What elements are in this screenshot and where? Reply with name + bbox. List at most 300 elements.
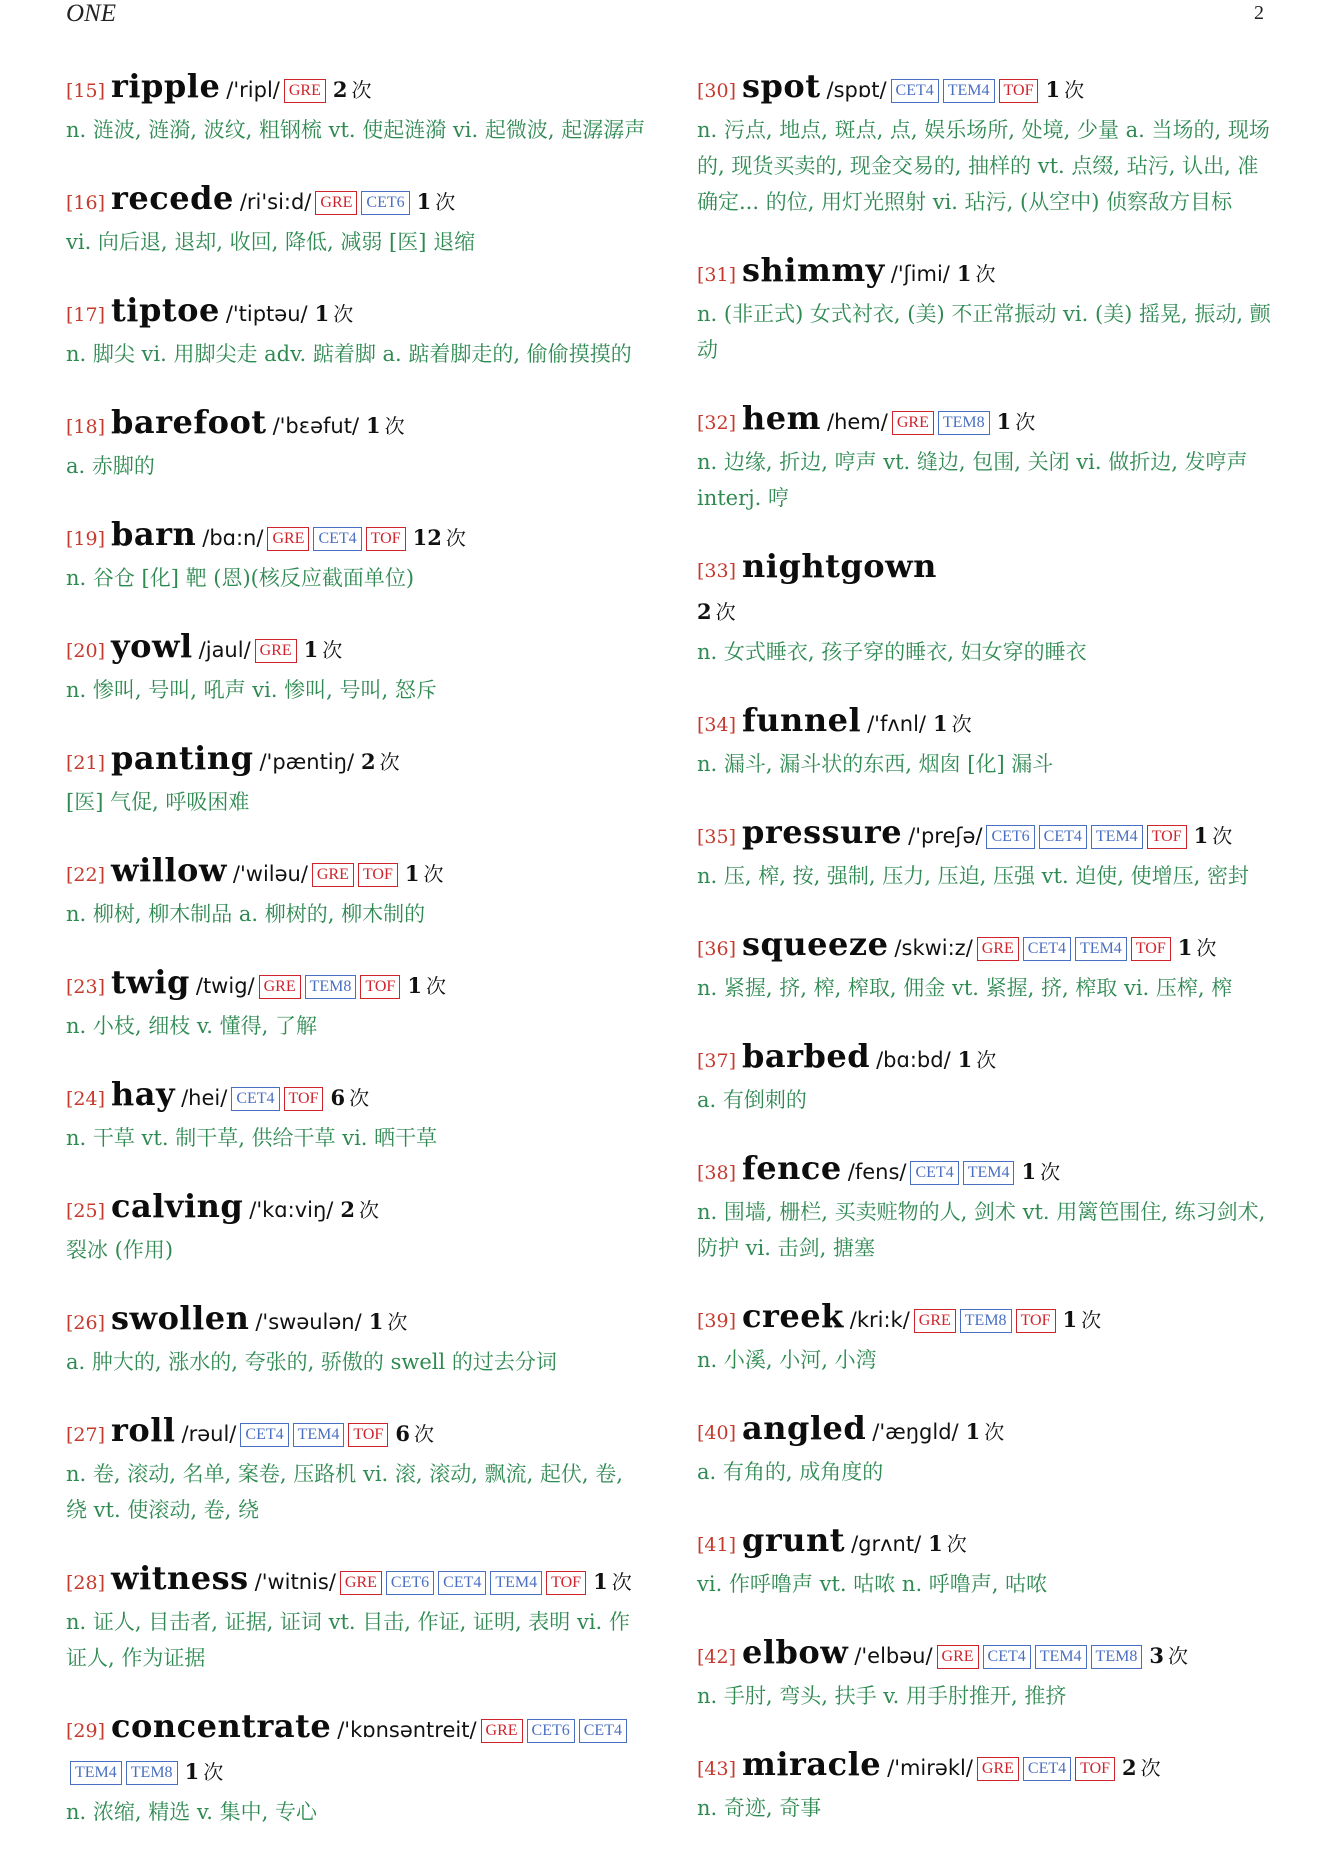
entry-index: [19] [66, 528, 106, 550]
pronunciation: /bɑ:n/ [202, 526, 264, 550]
exam-tag: CET4 [438, 1571, 486, 1595]
occurrence-count [330, 1085, 369, 1110]
definition: 裂冰 (作用) [66, 1238, 174, 1262]
occurrence-count [361, 749, 400, 774]
entry-index: [16] [66, 192, 106, 214]
count-number: 1 [404, 861, 420, 886]
entry-headword-line [66, 290, 646, 336]
count-number: 1 [184, 1759, 200, 1784]
entry-headword-line [697, 1296, 1277, 1342]
exam-tag: TEM4 [490, 1571, 542, 1595]
headword: fence [742, 1149, 842, 1187]
entry-headword-line [697, 1744, 1277, 1790]
count-number: 1 [956, 261, 972, 286]
exam-tag: CET6 [361, 191, 409, 215]
exam-tag: TOF [1075, 1757, 1115, 1781]
count-number: 1 [407, 973, 422, 998]
count-unit: 次 [1140, 1756, 1161, 1780]
entry-headword-line [697, 924, 1277, 970]
entry-headword-line [66, 66, 646, 112]
count-unit: 次 [349, 1086, 370, 1110]
count-unit: 次 [976, 1048, 997, 1072]
headword: shimmy [742, 251, 885, 289]
pronunciation: /bɑ:bd/ [876, 1048, 951, 1072]
pronunciation: /kri:k/ [849, 1308, 910, 1332]
exam-tag: GRE [977, 937, 1019, 961]
entry-index: [31] [697, 264, 737, 286]
exam-tag: TOF [284, 1087, 324, 1111]
vocab-entry [697, 1296, 1277, 1378]
count-number: 1 [932, 711, 948, 736]
entry-headword-line [697, 1148, 1277, 1194]
vocab-entry [66, 1186, 646, 1268]
occurrence-count [366, 413, 405, 438]
definition: n. 围墙, 栅栏, 买卖赃物的人, 剑术 vt. 用篱笆围住, 练习剑术, 防护 vi. 击剑, 搪塞 [697, 1200, 1266, 1260]
headword: creek [742, 1297, 844, 1335]
occurrence-count [1178, 935, 1217, 960]
count-number: 1 [416, 189, 432, 214]
exam-tag: TEM8 [126, 1761, 178, 1785]
headword: roll [111, 1411, 176, 1449]
entry-headword-line [697, 700, 1277, 746]
pronunciation: /'fʌnl/ [867, 712, 926, 736]
exam-tag: TOF [1016, 1309, 1056, 1333]
headword: spot [742, 67, 821, 105]
count-number: 1 [1062, 1307, 1078, 1332]
headword: miracle [742, 1745, 882, 1783]
definition: a. 赤脚的 [66, 454, 155, 478]
exam-tag: TEM8 [1091, 1645, 1143, 1669]
occurrence-count [185, 1759, 224, 1784]
entry-headword-line [697, 1408, 1277, 1454]
entry-headword-line [697, 1520, 1277, 1566]
definition: n. 紧握, 挤, 榨, 榨取, 佣金 vt. 紧握, 挤, 榨取 vi. 压榨, 榨 [697, 976, 1233, 1000]
pronunciation: /'ʃimi/ [890, 262, 950, 286]
vocab-entry [66, 402, 646, 484]
count-number: 1 [303, 637, 319, 662]
count-unit: 次 [951, 712, 972, 736]
exam-tag: TEM8 [960, 1309, 1012, 1333]
count-number: 2 [361, 749, 376, 774]
exam-tag: GRE [259, 975, 301, 999]
entry-headword-line [66, 1074, 646, 1120]
headword: twig [111, 963, 190, 1001]
exam-tag: GRE [255, 639, 297, 663]
headword: grunt [742, 1521, 846, 1559]
count-number: 1 [965, 1419, 981, 1444]
exam-tag: CET4 [1039, 825, 1087, 849]
definition: n. 污点, 地点, 斑点, 点, 娱乐场所, 处境, 少量 a. 当场的, 现场的, 现货买卖的, 现金交易的, 抽样的 vt. 点缀, 玷污, 认出, 准确定... 的位, 用灯光照射 vi. 玷污, (从空中) 侦察敌方目标 [697, 118, 1270, 214]
entry-index: [25] [66, 1200, 106, 1222]
definition: n. 谷仓 [化] 靶 (恩)(核反应截面单位) [66, 566, 415, 590]
headword: willow [111, 851, 227, 889]
entry-index: [40] [697, 1422, 737, 1444]
vocab-entry [697, 1632, 1277, 1714]
count-unit: 次 [715, 600, 736, 624]
count-number: 12 [412, 525, 442, 550]
vocab-entry [697, 1036, 1277, 1118]
exam-tag: TOF [1131, 937, 1171, 961]
exam-tag: TEM4 [1075, 937, 1127, 961]
vocab-entry [66, 514, 646, 596]
entry-headword-line [66, 850, 646, 896]
occurrence-count [369, 1309, 408, 1334]
exam-tag: TEM4 [943, 79, 995, 103]
entry-headword-line [66, 1186, 646, 1232]
occurrence-count [413, 525, 466, 550]
entry-index: [26] [66, 1312, 106, 1334]
count-number: 1 [1193, 823, 1209, 848]
occurrence-count [304, 637, 343, 662]
occurrence-count [1021, 1159, 1060, 1184]
count-unit: 次 [358, 1198, 379, 1222]
vocab-entry [697, 924, 1277, 1006]
exam-tag: CET6 [527, 1719, 575, 1743]
count-number: 1 [368, 1309, 384, 1334]
occurrence-count [957, 261, 996, 286]
definition: [医] 气促, 呼吸困难 [66, 790, 250, 814]
exam-tag: CET6 [986, 825, 1034, 849]
exam-tag: TEM4 [293, 1423, 345, 1447]
count-unit: 次 [413, 1422, 434, 1446]
occurrence-count [1122, 1755, 1161, 1780]
vocab-entry [697, 812, 1277, 894]
vocab-entry [697, 250, 1277, 368]
vocab-entry [66, 1298, 646, 1380]
exam-tag: TEM4 [1091, 825, 1143, 849]
definition: n. 压, 榨, 按, 强制, 压力, 压迫, 压强 vt. 迫使, 使增压, 密封 [697, 864, 1250, 888]
definition: n. 惨叫, 号叫, 吼声 vi. 惨叫, 号叫, 怒斥 [66, 678, 437, 702]
definition: n. 证人, 目击者, 证据, 证词 vt. 目击, 作证, 证明, 表明 vi. 作证人, 作为证据 [66, 1610, 630, 1670]
count-unit: 次 [1167, 1644, 1188, 1668]
occurrence-count [395, 1421, 434, 1446]
count-unit: 次 [1212, 824, 1233, 848]
entry-headword-line [697, 546, 1277, 592]
exam-tag: TOF [348, 1423, 388, 1447]
pronunciation: /'wiləu/ [232, 862, 308, 886]
vocab-entry [66, 1558, 646, 1676]
definition: n. 涟波, 涟漪, 波纹, 粗钢梳 vt. 使起涟漪 vi. 起微波, 起潺潺声 [66, 118, 646, 142]
exam-tag: CET4 [1023, 1757, 1071, 1781]
entry-index: [20] [66, 640, 106, 662]
count-unit: 次 [351, 78, 372, 102]
entry-index: [36] [697, 938, 737, 960]
pronunciation: /rəul/ [181, 1422, 237, 1446]
occurrence-count [1149, 1643, 1188, 1668]
headword: tiptoe [111, 291, 220, 329]
vocab-entry [697, 1744, 1277, 1826]
count-unit: 次 [1015, 410, 1036, 434]
count-unit: 次 [946, 1532, 967, 1556]
entry-index: [24] [66, 1088, 106, 1110]
occurrence-count [1045, 77, 1084, 102]
exam-tag: GRE [481, 1719, 523, 1743]
vocab-entry [66, 850, 646, 932]
pronunciation: /'tiptəu/ [225, 302, 308, 326]
exam-tag: TEM4 [1035, 1645, 1087, 1669]
definition: n. 卷, 滚动, 名单, 案卷, 压路机 vi. 滚, 滚动, 飘流, 起伏, 卷, 绕 vt. 使滚动, 卷, 绕 [66, 1462, 623, 1522]
occurrence-count [333, 77, 372, 102]
vocab-entry [697, 1148, 1277, 1266]
headword: swollen [111, 1299, 250, 1337]
definition: n. 边缘, 折边, 哼声 vt. 缝边, 包围, 关闭 vi. 做折边, 发哼声 interj. 哼 [697, 450, 1248, 510]
occurrence-count [340, 1197, 379, 1222]
count-number: 2 [340, 1197, 355, 1222]
entry-index: [43] [697, 1758, 737, 1780]
exam-tag: CET4 [910, 1161, 958, 1185]
pronunciation: /skwi:z/ [894, 936, 973, 960]
entry-index: [42] [697, 1646, 737, 1668]
entry-headword-line [697, 398, 1277, 444]
entry-headword-line [66, 178, 646, 224]
entry-headword-line [66, 738, 646, 784]
pronunciation: /jaul/ [198, 638, 251, 662]
count-unit: 次 [333, 302, 354, 326]
vocab-entry [66, 626, 646, 708]
entry-index: [15] [66, 80, 106, 102]
exam-tag: GRE [284, 79, 326, 103]
count-number: 2 [697, 599, 712, 624]
entry-headword-line [66, 626, 646, 672]
count-unit: 次 [1081, 1308, 1102, 1332]
count-number: 1 [957, 1047, 973, 1072]
vocab-entry [66, 1074, 646, 1156]
headword: witness [111, 1559, 249, 1597]
exam-tag: TOF [1147, 825, 1187, 849]
vocab-entry [66, 738, 646, 820]
occurrence-count [697, 599, 736, 624]
pronunciation: /'bɛəfut/ [272, 414, 360, 438]
entry-index: [17] [66, 304, 106, 326]
exam-tag: GRE [267, 527, 309, 551]
entry-headword-line [66, 962, 646, 1008]
entry-headword-line [66, 402, 646, 448]
pronunciation: /spɒt/ [826, 78, 887, 102]
exam-tag: GRE [937, 1645, 979, 1669]
pronunciation: /'preʃə/ [908, 824, 983, 848]
definition: n. 奇迹, 奇事 [697, 1796, 822, 1820]
page-number: 2 [1254, 2, 1264, 24]
entry-index: [35] [697, 826, 737, 848]
count-unit: 次 [379, 750, 400, 774]
left-column [66, 66, 646, 1860]
exam-tag: TOF [360, 975, 400, 999]
count-unit: 次 [435, 190, 456, 214]
count-number: 1 [1021, 1159, 1037, 1184]
count-unit: 次 [425, 974, 446, 998]
entry-index: [22] [66, 864, 106, 886]
exam-tag: CET4 [983, 1645, 1031, 1669]
exam-tag: TEM4 [70, 1761, 122, 1785]
headword: concentrate [111, 1707, 332, 1745]
headword: funnel [742, 701, 862, 739]
exam-tag: TOF [366, 527, 406, 551]
count-unit: 次 [984, 1420, 1005, 1444]
pronunciation: /'elbəu/ [854, 1644, 933, 1668]
occurrence-count [1194, 823, 1233, 848]
occurrence-count [417, 189, 456, 214]
count-number: 1 [314, 301, 330, 326]
vocab-entry [697, 398, 1277, 516]
entry-headword-line [66, 1706, 646, 1794]
entry-index: [18] [66, 416, 106, 438]
definition: n. 浓缩, 精选 v. 集中, 专心 [66, 1800, 317, 1824]
entry-headword-line [697, 1632, 1277, 1678]
headword: elbow [742, 1633, 849, 1671]
pronunciation: /grʌnt/ [851, 1532, 922, 1556]
exam-tag: TOF [999, 79, 1039, 103]
count-number: 2 [332, 77, 348, 102]
occurrence-count [966, 1419, 1005, 1444]
exam-tag: CET4 [231, 1087, 279, 1111]
entry-count-line [697, 592, 1277, 634]
headword: panting [111, 739, 254, 777]
definition: n. 脚尖 vi. 用脚尖走 adv. 踮着脚 a. 踮着脚走的, 偷偷摸摸的 [66, 342, 632, 366]
vocab-entry [66, 962, 646, 1044]
entry-index: [33] [697, 560, 737, 582]
pronunciation: /'æŋgld/ [872, 1420, 959, 1444]
count-unit: 次 [445, 526, 466, 550]
entry-index: [21] [66, 752, 106, 774]
definition: n. 小溪, 小河, 小湾 [697, 1348, 877, 1372]
definition: n. 柳树, 柳木制品 a. 柳树的, 柳木制的 [66, 902, 426, 926]
occurrence-count [315, 301, 354, 326]
entry-headword-line [66, 1298, 646, 1344]
definition: n. 干草 vt. 制干草, 供给干草 vi. 晒干草 [66, 1126, 438, 1150]
headword: barn [111, 515, 197, 553]
entry-headword-line [66, 1558, 646, 1604]
count-number: 1 [996, 409, 1012, 434]
exam-tag: CET6 [386, 1571, 434, 1595]
count-number: 1 [593, 1569, 608, 1594]
pronunciation: /'ripl/ [226, 78, 280, 102]
vocab-entry [697, 1408, 1277, 1490]
pronunciation: /'kɒnsəntreit/ [337, 1718, 477, 1742]
occurrence-count [407, 973, 446, 998]
exam-tag: CET4 [313, 527, 361, 551]
headword: pressure [742, 813, 903, 851]
occurrence-count [405, 861, 444, 886]
pronunciation: /'witnis/ [254, 1570, 336, 1594]
entry-headword-line [66, 1410, 646, 1456]
definition: a. 肿大的, 涨水的, 夸张的, 骄傲的 swell 的过去分词 [66, 1350, 557, 1374]
exam-tag: TEM4 [963, 1161, 1015, 1185]
definition: a. 有角的, 成角度的 [697, 1460, 884, 1484]
count-number: 6 [330, 1085, 346, 1110]
headword: angled [742, 1409, 867, 1447]
headword: yowl [111, 627, 193, 665]
count-unit: 次 [423, 862, 444, 886]
headword: ripple [111, 67, 221, 105]
headword: calving [111, 1187, 244, 1225]
pronunciation: /twig/ [195, 974, 255, 998]
count-unit: 次 [387, 1310, 408, 1334]
headword: barefoot [111, 403, 267, 441]
entry-headword-line [697, 66, 1277, 112]
vocab-entry [66, 1410, 646, 1528]
count-unit: 次 [975, 262, 996, 286]
pronunciation: /'swəulən/ [255, 1310, 362, 1334]
vocab-entry [66, 1706, 646, 1830]
count-unit: 次 [1040, 1160, 1061, 1184]
count-number: 1 [1045, 77, 1061, 102]
headword: hem [742, 399, 821, 437]
definition: n. 小枝, 细枝 v. 懂得, 了解 [66, 1014, 317, 1038]
entry-index: [37] [697, 1050, 737, 1072]
entry-index: [30] [697, 80, 737, 102]
entry-index: [39] [697, 1310, 737, 1332]
occurrence-count [958, 1047, 997, 1072]
pronunciation: /ri'si:d/ [239, 190, 312, 214]
pronunciation: /'pæntiŋ/ [259, 750, 355, 774]
vocab-entry [697, 66, 1277, 220]
occurrence-count [1063, 1307, 1102, 1332]
exam-tag: TOF [546, 1571, 586, 1595]
definition: vi. 向后退, 退却, 收回, 降低, 减弱 [医] 退缩 [66, 230, 476, 254]
occurrence-count [933, 711, 972, 736]
headword: recede [111, 179, 234, 217]
entry-index: [23] [66, 976, 106, 998]
occurrence-count [997, 409, 1036, 434]
count-number: 2 [1122, 1755, 1137, 1780]
count-number: 1 [928, 1531, 943, 1556]
entry-index: [27] [66, 1424, 106, 1446]
count-unit: 次 [1196, 936, 1217, 960]
running-title: ONE [66, 0, 116, 27]
vocab-entry [66, 290, 646, 372]
pronunciation: /'kɑ:viŋ/ [249, 1198, 334, 1222]
exam-tag: CET4 [1023, 937, 1071, 961]
exam-tag: GRE [977, 1757, 1019, 1781]
exam-tag: CET4 [891, 79, 939, 103]
exam-tag: TOF [358, 863, 398, 887]
exam-tag: CET4 [240, 1423, 288, 1447]
vocab-entry [66, 178, 646, 260]
count-number: 6 [395, 1421, 410, 1446]
entry-index: [29] [66, 1720, 106, 1742]
entry-index: [38] [697, 1162, 737, 1184]
count-number: 3 [1149, 1643, 1164, 1668]
vocab-entry [697, 700, 1277, 782]
entry-index: [28] [66, 1572, 106, 1594]
count-unit: 次 [611, 1570, 632, 1594]
entry-index: [32] [697, 412, 737, 434]
vocab-entry [66, 66, 646, 148]
headword: barbed [742, 1037, 871, 1075]
right-column [697, 66, 1277, 1856]
count-unit: 次 [1064, 78, 1085, 102]
count-unit: 次 [322, 638, 343, 662]
exam-tag: TEM8 [305, 975, 357, 999]
entry-headword-line [697, 812, 1277, 858]
pronunciation: /fens/ [847, 1160, 907, 1184]
exam-tag: CET4 [579, 1719, 627, 1743]
count-number: 1 [366, 413, 381, 438]
definition: vi. 作呼噜声 vt. 咕哝 n. 呼噜声, 咕哝 [697, 1572, 1048, 1596]
exam-tag: TEM8 [938, 411, 990, 435]
pronunciation: /hem/ [827, 410, 888, 434]
headword: squeeze [742, 925, 889, 963]
count-unit: 次 [203, 1760, 224, 1784]
count-unit: 次 [384, 414, 405, 438]
headword: hay [111, 1075, 176, 1113]
entry-headword-line [66, 514, 646, 560]
exam-tag: GRE [914, 1309, 956, 1333]
count-number: 1 [1177, 935, 1193, 960]
exam-tag: GRE [892, 411, 934, 435]
vocab-entry [697, 1520, 1277, 1602]
definition: n. (非正式) 女式衬衣, (美) 不正常振动 vi. (美) 摇晃, 振动, 颤动 [697, 302, 1271, 362]
